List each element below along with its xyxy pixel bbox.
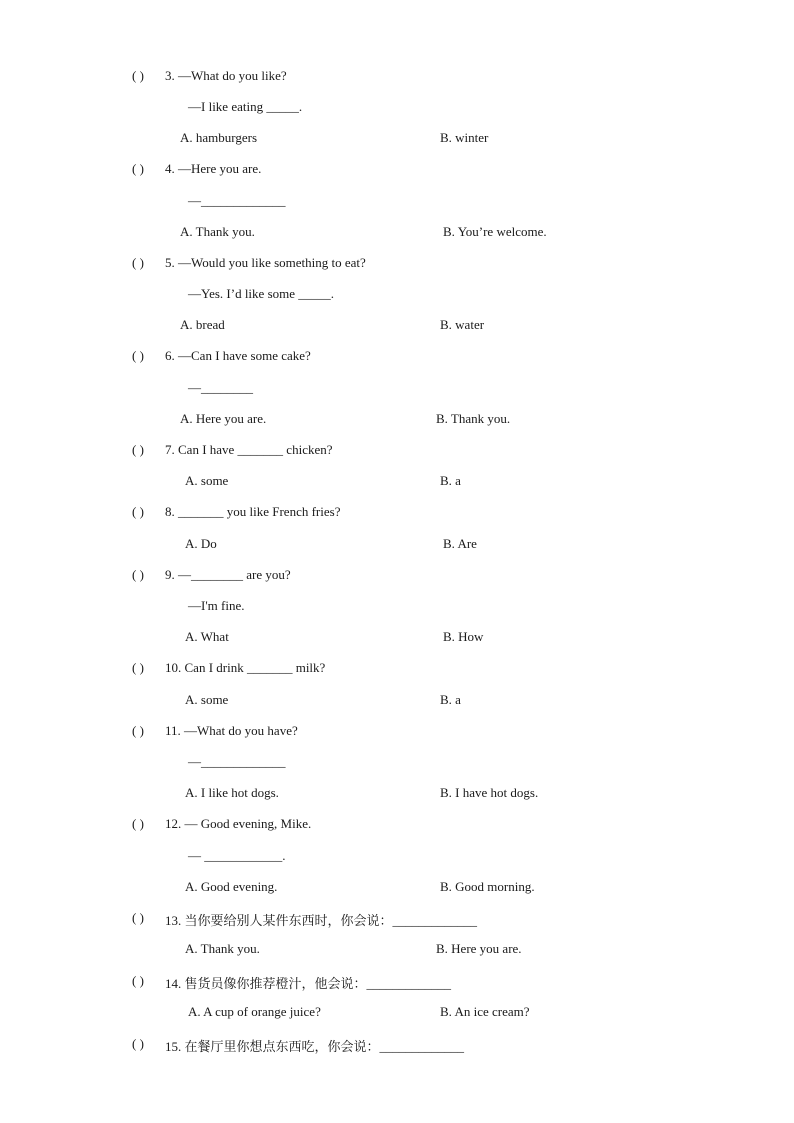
option-b: B. a xyxy=(440,692,461,707)
option-a: A. hamburgers xyxy=(180,130,258,145)
option-a: A. Good evening. xyxy=(185,879,278,894)
question-stem: 14. 售货员像你推荐橙汁，他会说：_____________ xyxy=(165,976,452,991)
question-reply: —_____________ xyxy=(188,193,286,208)
answer-paren[interactable]: ( ) xyxy=(132,161,144,176)
option-b: B. I have hot dogs. xyxy=(440,785,539,800)
answer-paren[interactable]: ( ) xyxy=(132,723,144,738)
option-a: A. I like hot dogs. xyxy=(185,785,279,800)
answer-paren[interactable]: ( ) xyxy=(132,567,144,582)
option-b: B. a xyxy=(440,473,461,488)
answer-paren[interactable]: ( ) xyxy=(132,1036,144,1051)
option-a: A. A cup of orange juice? xyxy=(188,1004,321,1019)
question-stem: 10. Can I drink _______ milk? xyxy=(165,660,326,675)
answer-paren[interactable]: ( ) xyxy=(132,442,144,457)
answer-paren[interactable]: ( ) xyxy=(132,255,144,270)
option-b: B. Are xyxy=(443,536,477,551)
question-stem: 8. _______ you like French fries? xyxy=(165,504,341,519)
answer-paren[interactable]: ( ) xyxy=(132,504,144,519)
question-reply: —________ xyxy=(188,380,253,395)
option-b: B. An ice cream? xyxy=(440,1004,530,1019)
option-a: A. some xyxy=(185,692,229,707)
question-stem: 6. —Can I have some cake? xyxy=(165,348,311,363)
answer-paren[interactable]: ( ) xyxy=(132,68,144,83)
option-b: B. You’re welcome. xyxy=(443,224,547,239)
question-stem: 13. 当你要给别人某件东西时，你会说：_____________ xyxy=(165,913,478,928)
question-reply: —I'm fine. xyxy=(188,598,245,613)
question-stem: 4. —Here you are. xyxy=(165,161,262,176)
question-stem: 7. Can I have _______ chicken? xyxy=(165,442,333,457)
option-a: A. Thank you. xyxy=(185,941,260,956)
option-b: B. Thank you. xyxy=(436,411,511,426)
option-a: A. Here you are. xyxy=(180,411,267,426)
option-a: A. Thank you. xyxy=(180,224,255,239)
answer-paren[interactable]: ( ) xyxy=(132,660,144,675)
option-a: A. Do xyxy=(185,536,217,551)
question-stem: 11. —What do you have? xyxy=(165,723,298,738)
option-b: B. Good morning. xyxy=(440,879,535,894)
question-stem: 12. — Good evening, Mike. xyxy=(165,816,312,831)
option-b: B. winter xyxy=(440,130,489,145)
option-b: B. How xyxy=(443,629,484,644)
question-reply: —I like eating _____. xyxy=(188,99,303,114)
question-reply: — ____________. xyxy=(188,848,286,863)
answer-paren[interactable]: ( ) xyxy=(132,348,144,363)
option-a: A. What xyxy=(185,629,229,644)
answer-paren[interactable]: ( ) xyxy=(132,816,144,831)
question-stem: 15. 在餐厅里你想点东西吃，你会说：_____________ xyxy=(165,1039,465,1054)
answer-paren[interactable]: ( ) xyxy=(132,910,144,925)
question-reply: —Yes. I’d like some _____. xyxy=(188,286,335,301)
option-a: A. some xyxy=(185,473,229,488)
question-reply: —_____________ xyxy=(188,754,286,769)
answer-paren[interactable]: ( ) xyxy=(132,973,144,988)
option-b: B. water xyxy=(440,317,485,332)
option-b: B. Here you are. xyxy=(436,941,522,956)
question-stem: 5. —Would you like something to eat? xyxy=(165,255,366,270)
option-a: A. bread xyxy=(180,317,225,332)
question-stem: 9. —________ are you? xyxy=(165,567,291,582)
question-stem: 3. —What do you like? xyxy=(165,68,287,83)
